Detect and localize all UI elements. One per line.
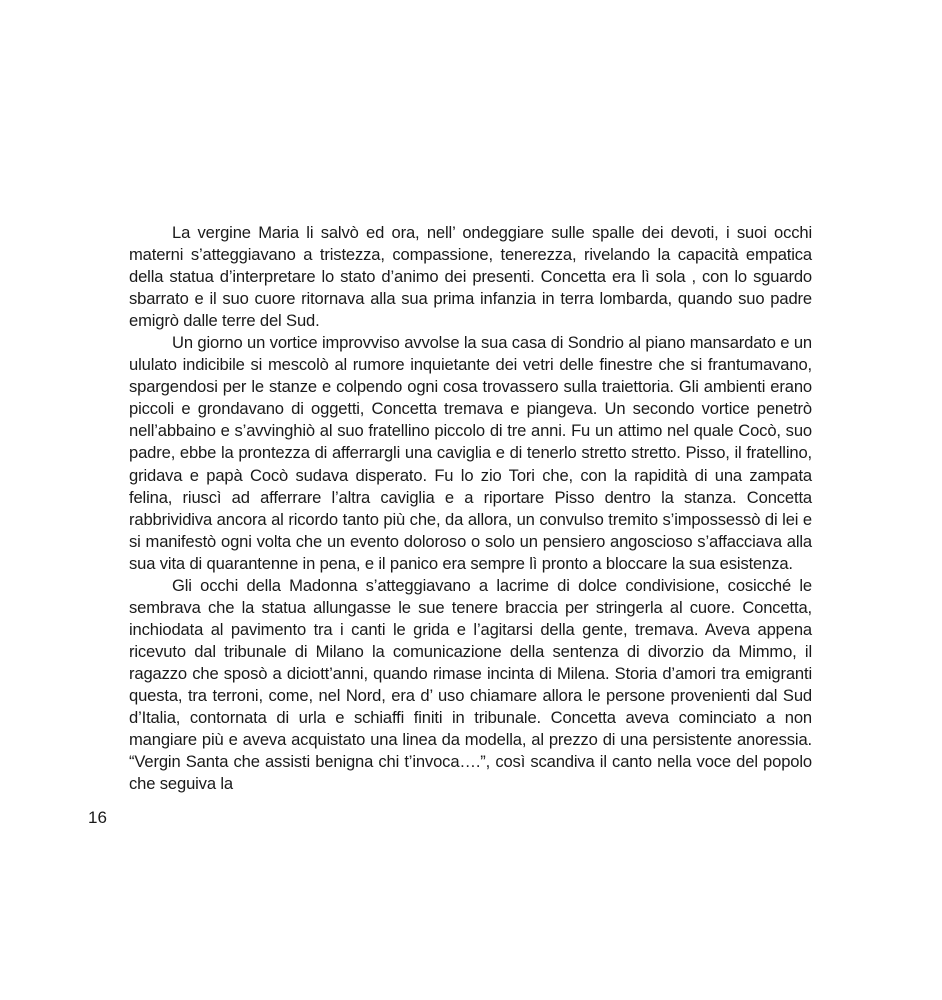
paragraph-1: La vergine Maria li salvò ed ora, nell’ ondeggiare sulle spalle dei devoti, i suoi occhi materni s’atteggiavano a tristezza, compassione, tenerezza, rivelando la capacità empatica della statua d’interpretare lo stato d’animo dei presenti. Concetta era lì sola , con lo sguardo sbarrato e il suo cuore ritornava alla sua prima infanzia in terra lombarda, quando suo padre emigrò dalle terre del Sud.: [129, 223, 812, 331]
page-number: 16: [88, 808, 107, 827]
body-text: [129, 222, 812, 795]
paragraph-2: Un giorno un vortice improvviso avvolse la sua casa di Sondrio al piano mansardato e un ululato indicibile si mescolò al rumore inquietante dei vetri delle finestre che si frantumavano, spargendosi per le stanze e colpendo ogni cosa trovassero sulla traiettoria. Gli ambienti erano piccoli e grondavano di oggetti, Concetta tremava e piangeva. Un secondo vortice penetrò nell’abbaino e s’avvinghiò al suo fratellino piccolo di tre anni. Fu un attimo nel quale Cocò, suo padre, ebbe la prontezza di afferrargli una caviglia e di tenerlo stretto stretto. Pisso, il fratellino, gridava e papà Cocò sudava disperato. Fu lo zio Tori che, con la rapidità di una zampata felina, riuscì ad afferrare l’altra caviglia e a riportare Pisso dentro la stanza. Concetta rabbrividiva ancora al ricordo tanto più che, da allora, un convulso tremito s’impossessò di lei e si manifestò ogni volta che un evento doloroso o solo un pensiero angoscioso s’affacciava alla sua vita di quarantenne in pena, e il panico era sempre lì pronto a bloccare la sua esistenza.: [129, 333, 812, 573]
paragraph-3: Gli occhi della Madonna s’atteggiavano a lacrime di dolce condivisione, cosicché le sembrava che la statua allungasse le sue tenere braccia per stringerla al cuore. Concetta, inchiodata al pavimento tra i canti le grida e l’agitarsi della gente, tremava. Aveva appena ricevuto dal tribunale di Milano la comunicazione della sentenza di divorzio da Mimmo, il ragazzo che sposò a diciott’anni, quando rimase incinta di Milena. Storia d’amori tra emigranti questa, tra terroni, come, nel Nord, era d’ uso chiamare allora le persone provenienti dal Sud d’Italia, contornata di urla e schiaffi finiti in tribunale. Concetta aveva cominciato a non mangiare più e aveva acquistato una linea da modella, al prezzo di una persistente anoressia. “Vergin Santa che assisti benigna chi t’invoca….”, così scandiva il canto nella voce del popolo che seguiva la: [129, 575, 812, 794]
